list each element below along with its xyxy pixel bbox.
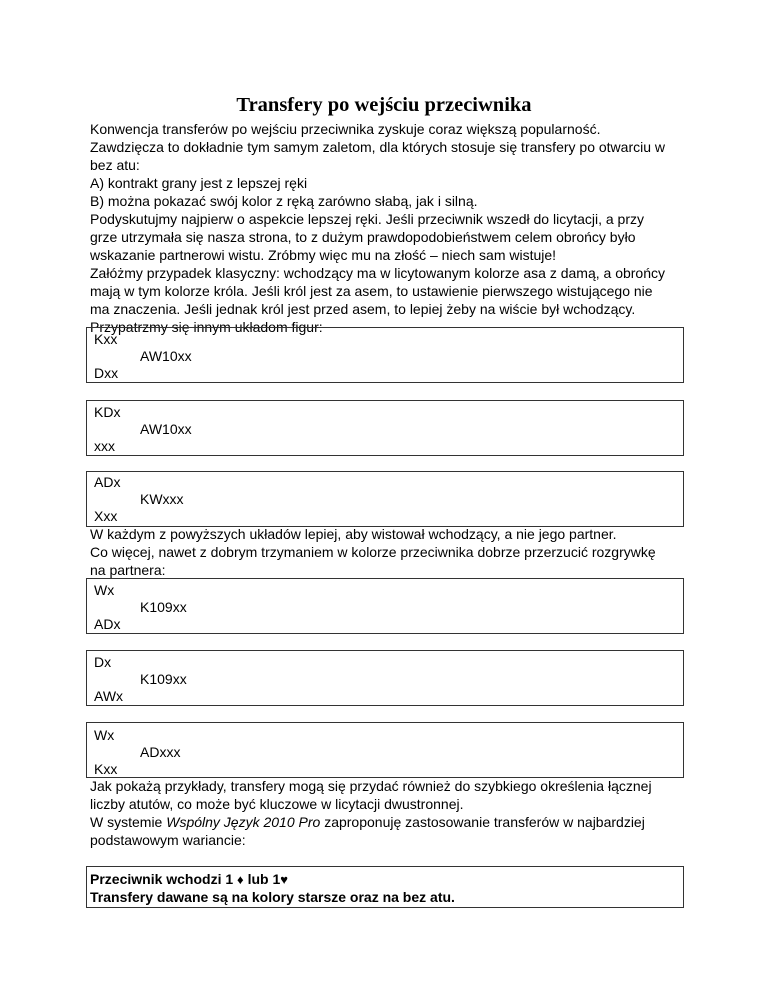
list-item-b: B) można pokazać swój kolor z ręką zarówno słabą, jak i silną.: [90, 193, 478, 209]
diagram-right-hand: AW10xx: [140, 348, 192, 364]
paragraph-line: podstawowym wariancie:: [90, 832, 246, 848]
diagram-top-hand: Wx: [94, 727, 115, 743]
diagram-bottom-hand: ADx: [94, 616, 121, 632]
diagram-top-hand: Wx: [94, 582, 115, 598]
paragraph-line: Zawdzięcza to dokładnie tym samym zaletom, dla których stosuje się transfery po otwarciu w: [90, 139, 666, 155]
paragraph-line: na partnera:: [90, 562, 166, 578]
paragraph-line: Podyskutujmy najpierw o aspekcie lepszej ręki. Jeśli przeciwnik wszedł do licytacji, a przy: [90, 211, 644, 227]
diagram-right-hand: K109xx: [140, 671, 187, 687]
paragraph-line: mają w tym kolorze króla. Jeśli król jest za asem, to ustawienie pierwszego wistującego nie: [90, 283, 653, 299]
diagram-right-hand: KWxxx: [140, 491, 184, 507]
diagram-right-hand: AW10xx: [140, 421, 192, 437]
diagram-right-hand: ADxxx: [140, 744, 181, 760]
heart-suit-icon: ♥: [280, 872, 288, 887]
paragraph-line: ma znaczenia. Jeśli jednak król jest przed asem, to lepiej żeby na wiście był wchodzący.: [90, 301, 636, 317]
diagram-top-hand: ADx: [94, 474, 121, 490]
paragraph-line: wskazanie partnerowi wistu. Zróbmy więc mu na złość – niech sam wistuje!: [90, 247, 557, 263]
paragraph-line: Konwencja transferów po wejściu przeciwnika zyskuje coraz większą popularność.: [90, 121, 601, 137]
text-span: lub 1: [243, 871, 281, 887]
diamond-suit-icon: ♦: [237, 872, 244, 887]
diagram-bottom-hand: Xxx: [94, 508, 118, 524]
paragraph-line: Przypatrzmy się innym układom figur:: [90, 319, 323, 335]
text-span: zaproponuję zastosowanie transferów w najbardziej: [320, 814, 645, 830]
diagram-bottom-hand: Kxx: [94, 761, 118, 777]
diagram-bottom-hand: AWx: [94, 688, 124, 704]
rule-line-1: [90, 870, 288, 889]
system-name: Wspólny Język 2010 Pro: [166, 814, 321, 830]
paragraph-line: Załóżmy przypadek klasyczny: wchodzący ma w licytowanym kolorze asa z damą, a obrońcy: [90, 265, 665, 281]
document-title: Transfery po wejściu przeciwnika: [236, 94, 532, 116]
paragraph-line: [90, 813, 645, 831]
paragraph-line: bez atu:: [90, 157, 140, 173]
diagram-bottom-hand: xxx: [94, 438, 115, 454]
diagram-top-hand: Kxx: [94, 331, 118, 347]
paragraph-line: W każdym z powyższych układów lepiej, aby wistował wchodzący, a nie jego partner.: [90, 526, 617, 542]
paragraph-line: grze utrzymała się nasza strona, to z dużym prawdopodobieństwem celem obrońcy było: [90, 229, 636, 245]
diagram-right-hand: K109xx: [140, 599, 187, 615]
diagram-bottom-hand: Dxx: [94, 365, 119, 381]
diagram-top-hand: Dx: [94, 654, 112, 670]
rule-line-2: Transfery dawane są na kolory starsze oraz na bez atu.: [90, 889, 455, 905]
paragraph-line: Jak pokażą przykłady, transfery mogą się przydać również do szybkiego określenia łącznej: [90, 778, 652, 794]
text-span: W systemie: [90, 814, 167, 830]
diagram-top-hand: KDx: [94, 404, 121, 420]
text-span: Przeciwnik wchodzi 1: [90, 871, 234, 887]
list-item-a: A) kontrakt grany jest z lepszej ręki: [90, 175, 308, 191]
paragraph-line: Co więcej, nawet z dobrym trzymaniem w kolorze przeciwnika dobrze przerzucić rozgrywkę: [90, 544, 656, 560]
paragraph-line: liczby atutów, co może być kluczowe w licytacji dwustronnej.: [90, 796, 464, 812]
